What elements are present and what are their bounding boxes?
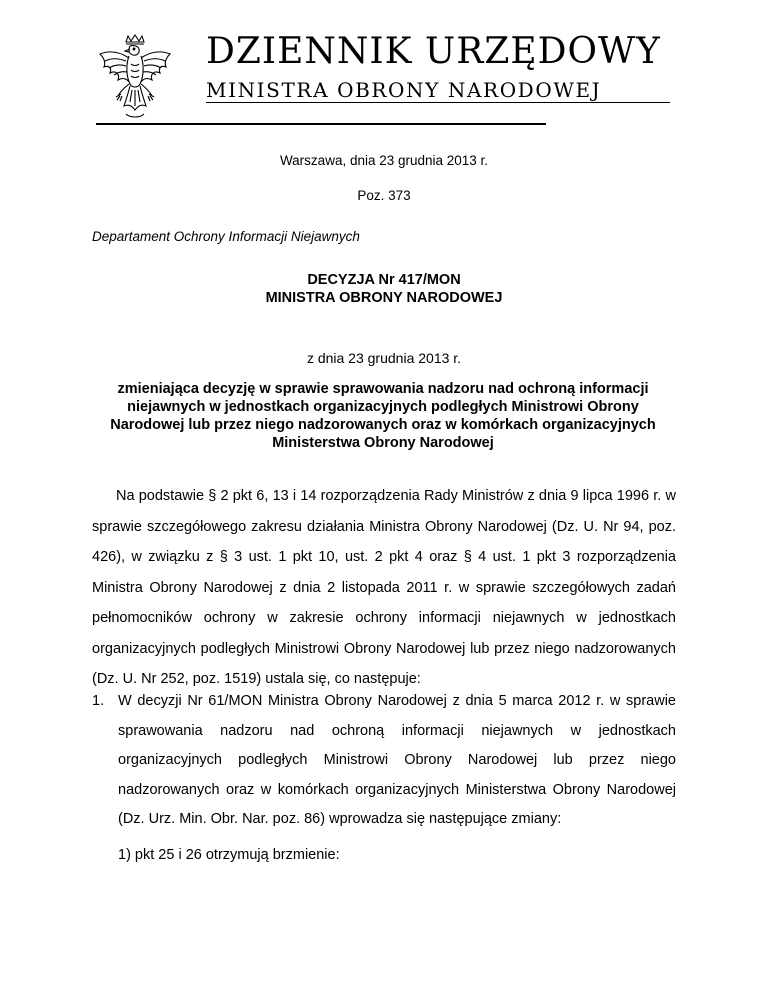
decision-subject: zmieniająca decyzję w sprawie sprawowania nadzoru nad ochroną informacji niejawnych w jednostkach organizacyjnych podległych Ministrowi Obrony Narodowej lub przez niego nadzorowanych oraz w komórkach organizacyjnych Ministerstwa Obrony Narodowej — [110, 381, 656, 451]
sub-item-text: 1) pkt 25 i 26 otrzymują brzmienie: — [118, 847, 340, 863]
preamble-paragraph: Na podstawie § 2 pkt 6, 13 i 14 rozporządzenia Rady Ministrów z dnia 9 lipca 1996 r. w sprawie szczegółowego zakresu działania Ministra Obrony Narodowej (Dz. U. Nr 94, poz. 426), w związku z § 3 ust. 1 pkt 10, ust. 2 pkt 4 oraz § 4 ust. 1 pkt 3 rozporządzenia Ministra Obrony Narodowej z dnia 2 listopada 2011 r. w sprawie szczegółowych zadań pełnomocników ochrony w zakresie ochrony informacji niejawnych w jednostkach organizacyjnych podległych Ministrowi Obrony Narodowej lub przez niego nadzorowanych (Dz. U. Nr 252, poz. 1519) ustala się, co następuje: — [92, 488, 676, 687]
position-number: Poz. 373 — [357, 188, 411, 203]
journal-title: DZIENNIK URZĘDOWY — [206, 31, 661, 72]
department-name: Departament Ochrony Informacji Niejawnych — [92, 229, 360, 244]
decision-title-line1: DECYZJA Nr 417/MON — [307, 272, 461, 288]
eagle-emblem-icon — [96, 34, 174, 122]
decision-date: z dnia 23 grudnia 2013 r. — [306, 350, 462, 366]
list-item-number: 1. — [92, 693, 105, 709]
place-date: Warszawa, dnia 23 grudnia 2013 r. — [279, 153, 489, 168]
header-rule — [96, 123, 546, 125]
decision-title — [0, 271, 768, 307]
decision-title-line2: MINISTRA OBRONY NARODOWEJ — [265, 290, 503, 306]
header-divider — [206, 102, 670, 103]
journal-subtitle: MINISTRA OBRONY NARODOWEJ — [206, 78, 602, 102]
list-item-text: W decyzji Nr 61/MON Ministra Obrony Narodowej z dnia 5 marca 2012 r. w sprawie sprawowania nadzoru nad ochroną informacji niejawnych w jednostkach organizacyjnych podległych Ministrowi Obrony Narodowej lub przez niego nadzorowanych oraz w komórkach organizacyjnych Ministerstwa Obrony Narodowej (Dz. Urz. Min. Obr. Nar. poz. 86) wprowadza się następujące zmiany: — [118, 693, 676, 827]
